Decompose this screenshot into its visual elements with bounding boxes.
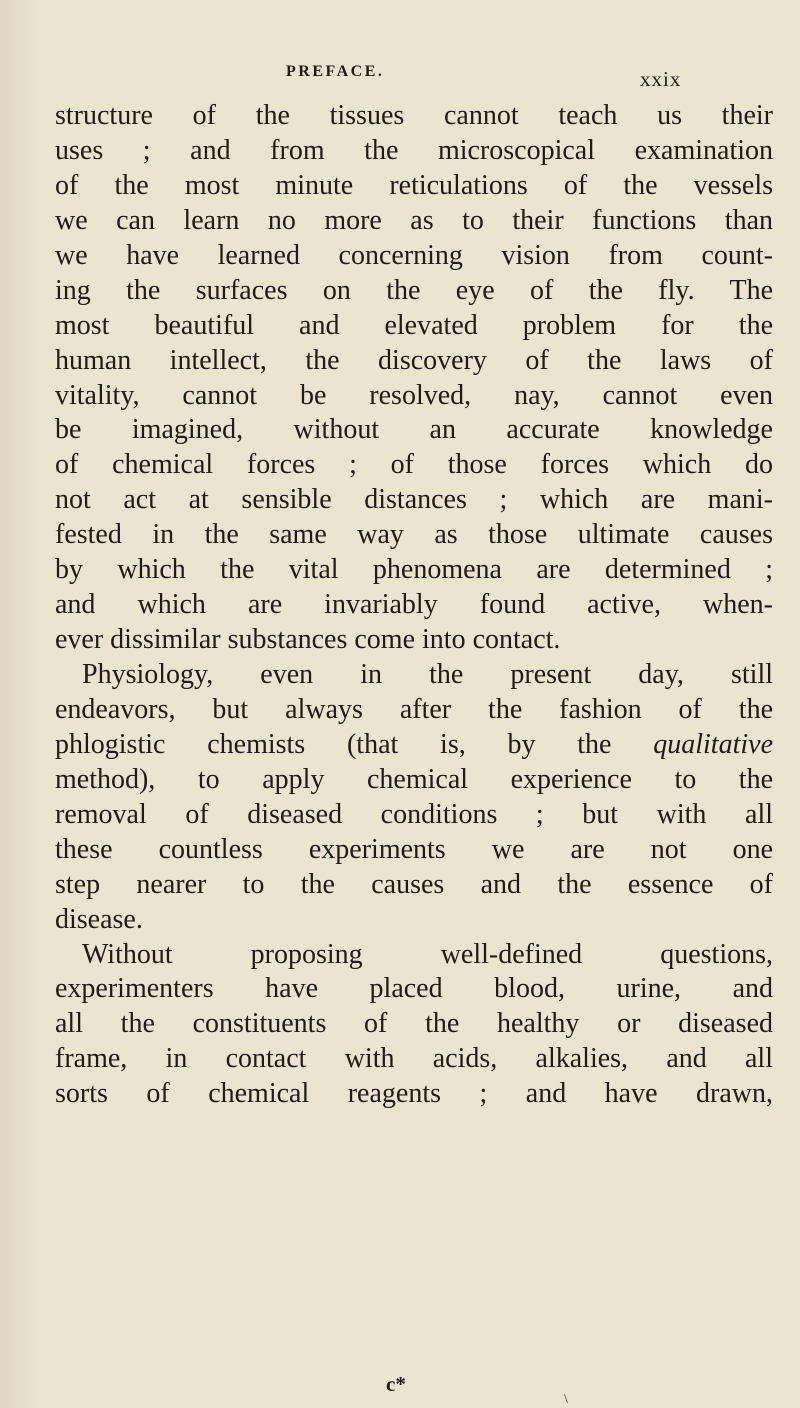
italic-word: qualitative xyxy=(653,728,774,760)
signature-mark: c* xyxy=(386,1372,406,1396)
text-line-content: disease. xyxy=(55,903,143,935)
text-line xyxy=(55,483,773,518)
body-text xyxy=(55,99,773,1112)
text-line xyxy=(55,763,773,798)
text-line xyxy=(55,553,773,588)
text-line-content: fested in the same way as those ultimate causes xyxy=(55,519,773,551)
text-line xyxy=(55,134,773,169)
text-line-content: sorts of chemical reagents ; and have drawn, xyxy=(55,1078,773,1110)
text-line xyxy=(55,972,773,1007)
page-number: xxix xyxy=(640,67,682,91)
text-line xyxy=(55,413,773,448)
text-line-content: ing the surfaces on the eye of the fly. The xyxy=(55,274,773,306)
text-line xyxy=(55,518,773,553)
text-line xyxy=(55,239,773,274)
text-line-content: these countless experiments we are not one xyxy=(55,833,773,865)
text-line xyxy=(55,204,773,239)
text-line-content: of the most minute reticulations of the vessels xyxy=(55,169,773,201)
text-line xyxy=(55,658,773,693)
text-line xyxy=(55,379,773,414)
text-line-content: endeavors, but always after the fashion of the xyxy=(55,693,773,725)
text-line-content: method), to apply chemical experience to the xyxy=(55,763,773,795)
text-line xyxy=(55,833,773,868)
text-line-content: and which are invariably found active, when- xyxy=(55,589,773,621)
text-line-content: experimenters have placed blood, urine, and xyxy=(55,973,773,1005)
text-line xyxy=(55,588,773,623)
text-line-content: most beautiful and elevated problem for the xyxy=(55,309,773,341)
running-head-title: PREFACE. xyxy=(286,63,385,80)
text-line-content: frame, in contact with acids, alkalies, and all xyxy=(55,1043,773,1075)
text-line xyxy=(55,448,773,483)
text-line-content: uses ; and from the microscopical examination xyxy=(55,134,773,166)
stray-mark: \ xyxy=(564,1392,568,1407)
text-line xyxy=(55,938,773,973)
text-line xyxy=(55,1007,773,1042)
text-line-content: structure of the tissues cannot teach us their xyxy=(55,100,773,131)
text-line xyxy=(55,344,773,379)
text-line-content: human intellect, the discovery of the laws of xyxy=(55,344,773,376)
text-line xyxy=(55,169,773,204)
text-line xyxy=(55,1042,773,1077)
text-line xyxy=(55,309,773,344)
text-line-content: of chemical forces ; of those forces which do xyxy=(55,449,773,481)
text-line xyxy=(55,1077,773,1112)
text-line-content: not act at sensible distances ; which are mani- xyxy=(55,484,773,516)
text-line xyxy=(55,868,773,903)
text-line xyxy=(55,99,773,134)
text-line-content: step nearer to the causes and the essence of xyxy=(55,868,773,900)
text-line-content: vitality, cannot be resolved, nay, cannot even xyxy=(55,379,773,411)
text-line-content: phlogistic chemists (that is, by the xyxy=(55,728,612,760)
text-line-content: all the constituents of the healthy or diseased xyxy=(55,1008,773,1040)
text-line-content: we have learned concerning vision from count- xyxy=(55,239,773,271)
text-line xyxy=(55,693,773,728)
text-line xyxy=(55,728,773,763)
text-line xyxy=(55,274,773,309)
text-line-content: removal of diseased conditions ; but with all xyxy=(55,798,773,830)
text-line-content: be imagined, without an accurate knowledge xyxy=(55,414,773,446)
text-line-content: by which the vital phenomena are determined ; xyxy=(55,554,773,586)
text-line-content: we can learn no more as to their functions than xyxy=(55,204,773,236)
text-line xyxy=(55,623,773,658)
text-line xyxy=(55,903,773,938)
text-line-content: ever dissimilar substances come into contact. xyxy=(55,624,561,656)
text-line-content: Physiology, even in the present day, still xyxy=(82,659,773,690)
text-line-content: Without proposing well-defined questions, xyxy=(82,938,773,970)
text-line xyxy=(55,798,773,833)
running-head xyxy=(0,63,800,93)
